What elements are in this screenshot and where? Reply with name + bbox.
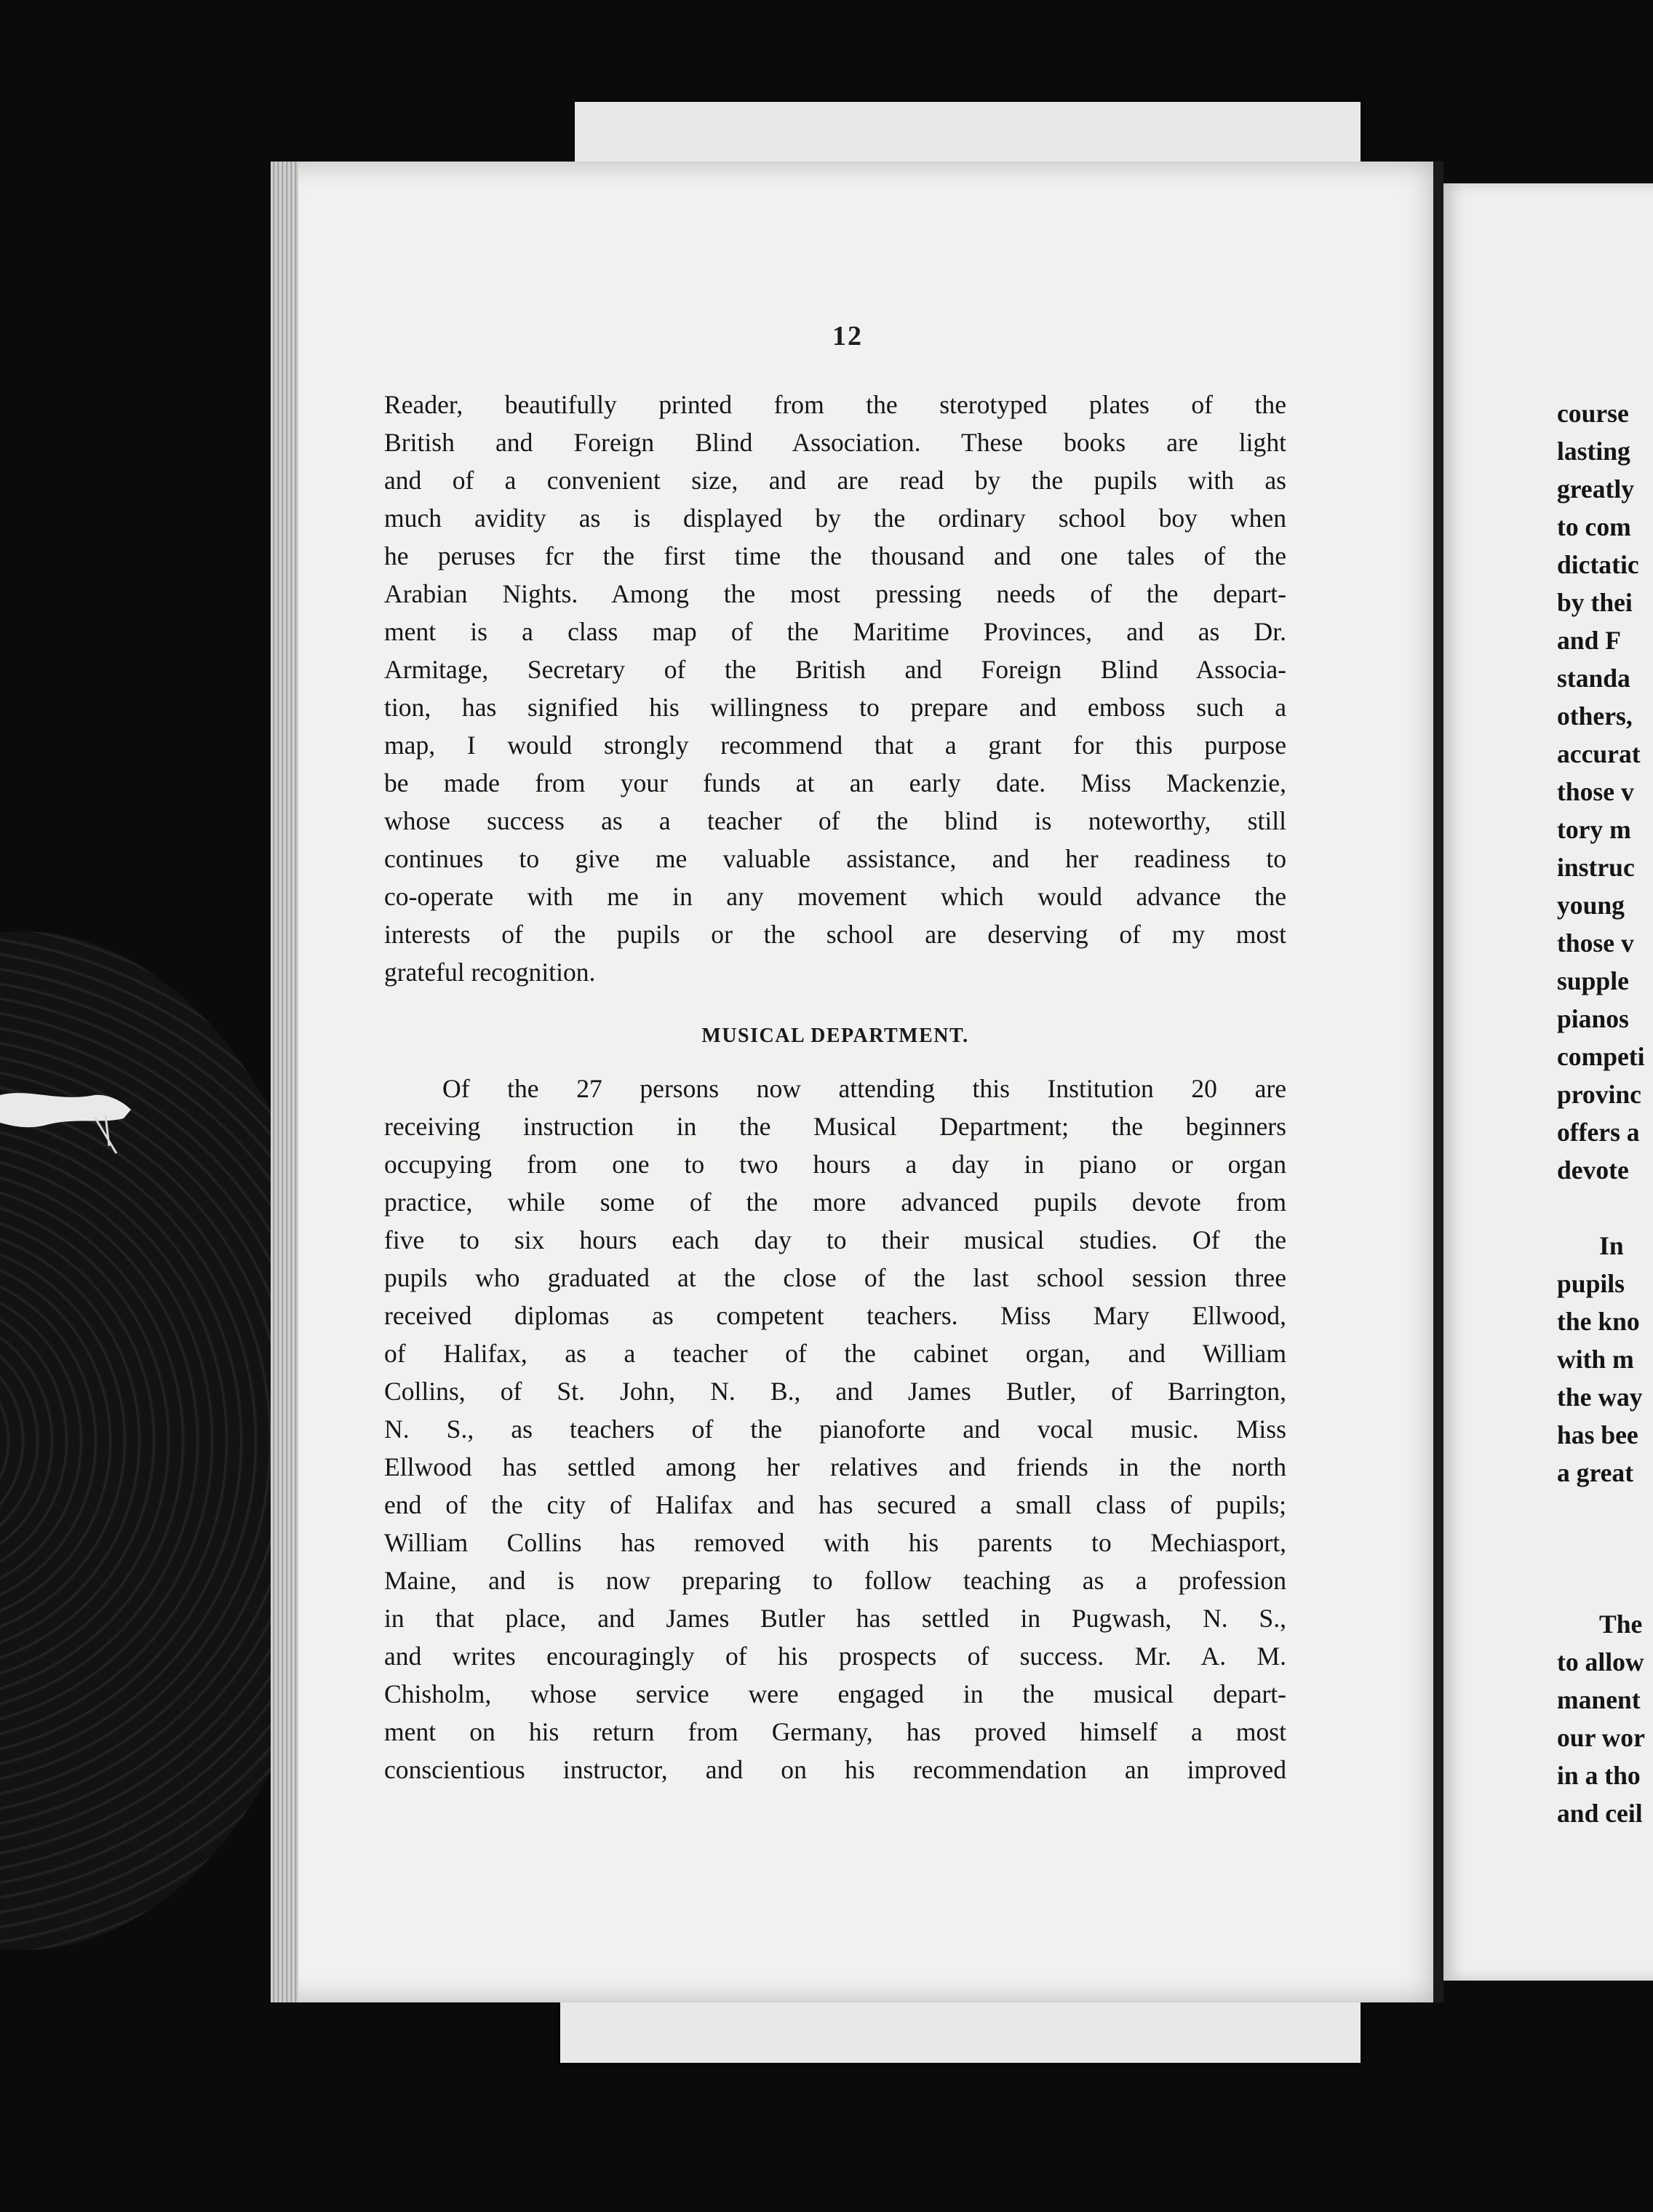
right-page-line: and F (1557, 626, 1621, 655)
right-page-line: to com (1557, 512, 1631, 541)
right-page-line: young (1557, 891, 1625, 920)
text-line: Chisholm, whose service were engaged in the musical depart- (384, 1679, 1286, 1708)
text-line: interests of the pupils or the school are deserving of my most (384, 920, 1286, 949)
text-line: pupils who graduated at the close of the last school session three (384, 1263, 1286, 1292)
text-line: be made from your funds at an early date. Miss Mackenzie, (384, 768, 1286, 797)
right-page-line: by thei (1557, 588, 1633, 617)
right-page-line: devote (1557, 1155, 1629, 1185)
right-page-line: standa (1557, 664, 1630, 693)
text-line: much avidity as is displayed by the ordinary school boy when (384, 504, 1286, 533)
text-line: British and Foreign Blind Association. These books are light (384, 428, 1286, 457)
paragraph-1 (384, 386, 1286, 991)
right-page-line: to allow (1557, 1647, 1644, 1676)
text-line: ment is a class map of the Maritime Provinces, and as Dr. (384, 617, 1286, 646)
right-page-line: course (1557, 399, 1629, 428)
text-line: Reader, beautifully printed from the sterotyped plates of the (384, 390, 1286, 419)
text-line: occupying from one to two hours a day in piano or organ (384, 1150, 1286, 1179)
text-line: receiving instruction in the Musical Department; the beginners (384, 1112, 1286, 1141)
text-line: ment on his return from Germany, has proved himself a most (384, 1717, 1286, 1746)
right-page-line: manent (1557, 1685, 1641, 1714)
right-page-line: has bee (1557, 1420, 1638, 1449)
book-gutter (1433, 162, 1443, 2002)
text-line: five to six hours each day to their musical studies. Of the (384, 1225, 1286, 1254)
right-page-line: the way (1557, 1382, 1643, 1412)
text-line: tion, has signified his willingness to prepare and emboss such a (384, 693, 1286, 722)
line-gap (1557, 1492, 1653, 1529)
right-page-line: those v (1557, 928, 1634, 958)
right-page-line: instruc (1557, 853, 1635, 882)
text-line: received diplomas as competent teachers. Miss Mary Ellwood, (384, 1301, 1286, 1330)
text-line: grateful recognition. (384, 958, 596, 987)
right-page-line: pupils (1557, 1269, 1625, 1298)
right-page-line: others, (1557, 701, 1633, 731)
text-line: conscientious instructor, and on his recommendation an improved (384, 1755, 1286, 1784)
page-edge-stack (271, 162, 298, 2002)
right-page-text (1557, 394, 1653, 1832)
card-behind-page-bottom (560, 1994, 1361, 2063)
text-line: whose success as a teacher of the blind is noteworthy, still (384, 806, 1286, 835)
right-page-line: lasting (1557, 437, 1630, 466)
text-line: co-operate with me in any movement which would advance the (384, 882, 1286, 911)
text-line: Collins, of St. John, N. B., and James Butler, of Barrington, (384, 1377, 1286, 1406)
line-gap (1557, 1189, 1653, 1227)
text-line: N. S., as teachers of the pianoforte and vocal music. Miss (384, 1415, 1286, 1444)
right-page-line: supple (1557, 966, 1629, 995)
page-number: 12 (832, 321, 863, 351)
text-line: continues to give me valuable assistance, and her readiness to (384, 844, 1286, 873)
text-line: he peruses fcr the first time the thousand and one tales of the (384, 541, 1286, 570)
text-line: Armitage, Secretary of the British and Foreign Blind Associa- (384, 655, 1286, 684)
right-page-line: tory m (1557, 815, 1631, 844)
text-line: end of the city of Halifax and has secured a small class of pupils; (384, 1490, 1286, 1519)
text-line: William Collins has removed with his parents to Mechiasport, (384, 1528, 1286, 1557)
right-page-line: accurat (1557, 739, 1641, 768)
right-page-line: pianos (1557, 1004, 1629, 1033)
text-line: and writes encouragingly of his prospects of success. Mr. A. M. (384, 1642, 1286, 1671)
line-gap (1557, 1567, 1653, 1605)
line-gap (1557, 1529, 1653, 1567)
page-body (384, 386, 1286, 1789)
text-line: in that place, and James Butler has settled in Pugwash, N. S., (384, 1604, 1286, 1633)
right-page-line: competi (1557, 1042, 1645, 1071)
right-page-line: The (1599, 1610, 1643, 1639)
right-page-line: greatly (1557, 474, 1635, 504)
right-page-line: with m (1557, 1345, 1634, 1374)
right-page-line: the kno (1557, 1307, 1640, 1336)
section-heading: MUSICAL DEPARTMENT. (701, 1025, 969, 1047)
right-page-line: dictatic (1557, 550, 1639, 579)
right-page-line: those v (1557, 777, 1634, 806)
text-line: Of the 27 persons now attending this Institution 20 are (442, 1074, 1286, 1103)
right-page-line: our wor (1557, 1723, 1645, 1752)
text-line: Ellwood has settled among her relatives and friends in the north (384, 1452, 1286, 1481)
right-page-line: in a tho (1557, 1761, 1641, 1790)
text-line: practice, while some of the more advanced pupils devote from (384, 1187, 1286, 1217)
paragraph-2 (384, 1070, 1286, 1789)
right-page-line: In (1599, 1231, 1624, 1260)
text-line: and of a convenient size, and are read by the pupils with as (384, 466, 1286, 495)
text-line: map, I would strongly recommend that a grant for this purpose (384, 731, 1286, 760)
tape-scrap (0, 1073, 135, 1161)
text-line: Arabian Nights. Among the most pressing needs of the depart- (384, 579, 1286, 608)
text-line: of Halifax, as a teacher of the cabinet organ, and William (384, 1339, 1286, 1368)
right-page-line: a great (1557, 1458, 1634, 1487)
right-page-line: offers a (1557, 1118, 1640, 1147)
right-page-line: provinc (1557, 1080, 1641, 1109)
text-line: Maine, and is now preparing to follow teaching as a profession (384, 1566, 1286, 1595)
right-page-line: and ceil (1557, 1799, 1643, 1828)
